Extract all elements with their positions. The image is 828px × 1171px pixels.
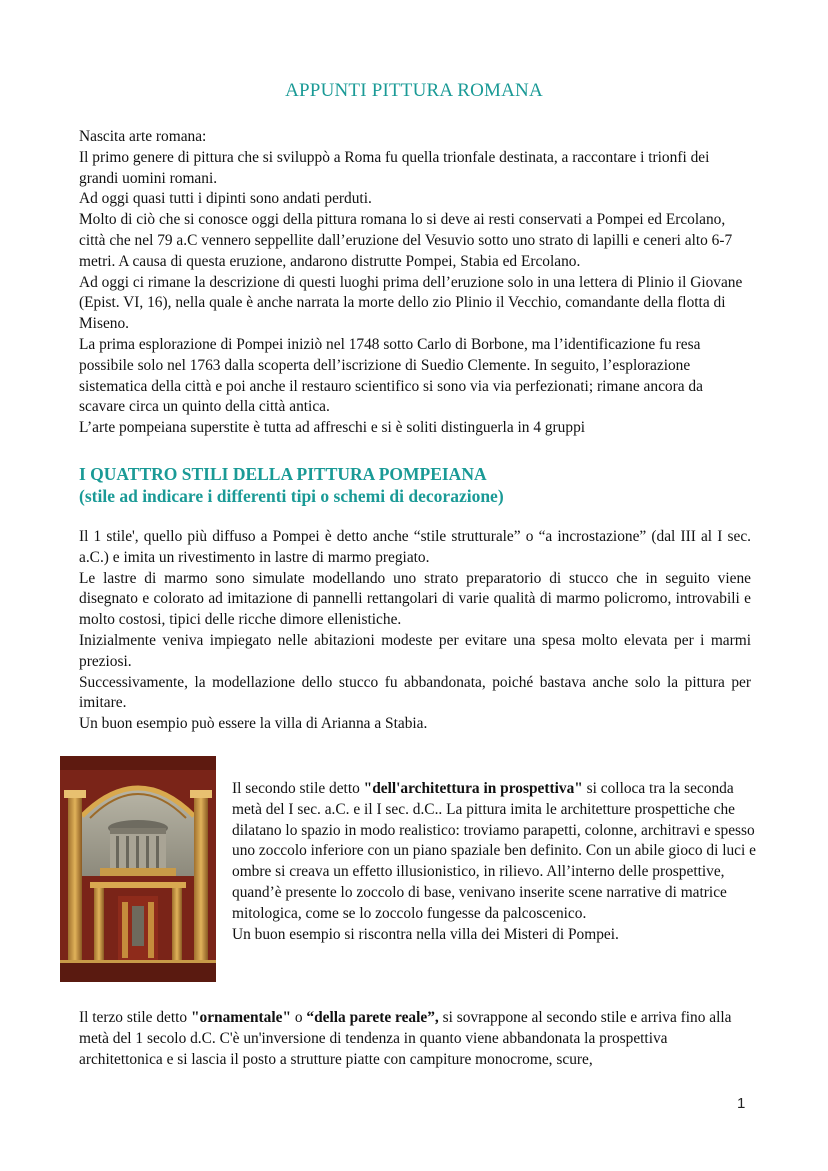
first-style-paragraph: Inizialmente veniva impiegato nelle abitazioni modeste per evitare una spesa molto elevata per i marmi preziosi. bbox=[79, 631, 751, 670]
fresco-illustration bbox=[60, 756, 216, 982]
third-style-section bbox=[79, 1008, 751, 1070]
third-style-intro: Il terzo stile detto bbox=[79, 1009, 191, 1026]
section-heading-title: I QUATTRO STILI DELLA PITTURA POMPEIANA bbox=[79, 464, 487, 484]
second-style-name: "dell'architettura in prospettiva" bbox=[363, 780, 583, 797]
intro-paragraph: Nascita arte romana: bbox=[79, 128, 207, 145]
third-style-body: si sovrappone al secondo stile e arriva fino alla metà del 1 secolo d.C. C'è un'inversione di tendenza in quanto viene abbandonata la prospettiva architettonica e si lascia il posto a strutture piatte con campiture monocrome, scure, bbox=[79, 1009, 732, 1068]
page-title: APPUNTI PITTURA ROMANA bbox=[285, 80, 543, 101]
intro-paragraph: Ad oggi ci rimane la descrizione di questi luoghi prima dell’eruzione solo in una lettera di Plinio il Giovane (Epist. VI, 16), nella quale è anche narrata la morte dello zio Plinio il Vecchio, comandante della flotta di Miseno. bbox=[79, 273, 743, 333]
intro-section bbox=[79, 127, 751, 439]
second-style-section bbox=[232, 779, 762, 945]
first-style-paragraph: Un buon esempio può essere la villa di Arianna a Stabia. bbox=[79, 715, 428, 733]
third-style-alt-name: “della parete reale”, bbox=[306, 1009, 439, 1026]
page-number: 1 bbox=[737, 1095, 746, 1112]
first-style-paragraph: Le lastre di marmo sono simulate modellando uno strato preparatorio di stucco che in seguito viene disegnato e colorato ad imitazione di pannelli rettangolari di varie qualità di marmo policromo, introvabili e molto costosi, tipici delle ricche dimore ellenistiche. bbox=[79, 569, 751, 629]
first-style-paragraph: Successivamente, la modellazione dello stucco fu abbandonata, poiché bastava anche solo la pittura per imitare. bbox=[79, 673, 751, 712]
fresco-image bbox=[60, 756, 216, 982]
intro-paragraph: Molto di ciò che si conosce oggi della pittura romana lo si deve ai resti conservati a Pompei ed Ercolano, città che nel 79 a.C vennero seppellite dall’eruzione del Vesuvio sotto uno strato di lapilli e ceneri alto 6-7 metri. A causa di questa eruzione, andarono distrutte Pompei, Stabia ed Ercolano. bbox=[79, 211, 733, 270]
second-style-body: si colloca tra la seconda metà del I sec. a.C. e il I sec. d.C.. La pittura imita le architetture prospettiche che dilatano lo spazio in modo realistico: troviamo parapetti, colonne, architravi e spesso uno zoccolo inferiore con un piano spaziale ben definito. Con un abile gioco di luci e ombre si creava un effetto illusionistico, in rilievo. All’interno delle prospettive, quand’è presente lo zoccolo di base, venivano inserite scene narrative di matrice mitologica, come se lo zoccolo fungesse da palcoscenico. bbox=[232, 780, 756, 922]
third-style-name: "ornamentale" bbox=[190, 1009, 291, 1026]
second-style-example: Un buon esempio si riscontra nella villa dei Misteri di Pompei. bbox=[232, 925, 619, 943]
intro-paragraph: La prima esplorazione di Pompei iniziò nel 1748 sotto Carlo di Borbone, ma l’identificazione fu resa possibile solo nel 1763 dalla scoperta dell’iscrizione di Suedio Clemente. In seguito, l’esplorazione sistematica della città e poi anche il restauro scientifico si sono via via perfezionati; rimane ancora da scavare circa un quinto della città antica. bbox=[79, 335, 703, 416]
second-style-paragraph bbox=[232, 779, 762, 925]
second-style-intro: Il secondo stile detto bbox=[232, 780, 364, 797]
third-style-connector: o bbox=[291, 1009, 307, 1026]
intro-paragraph: L’arte pompeiana superstite è tutta ad affreschi e si è soliti distinguerla in 4 gruppi bbox=[79, 419, 586, 437]
intro-paragraph: Ad oggi quasi tutti i dipinti sono andati perduti. bbox=[79, 190, 372, 208]
section-heading bbox=[79, 463, 759, 507]
first-style-section bbox=[79, 527, 751, 735]
third-style-paragraph bbox=[79, 1008, 751, 1070]
section-heading-subtitle: (stile ad indicare i differenti tipi o schemi di decorazione) bbox=[79, 486, 504, 506]
intro-paragraph: Il primo genere di pittura che si sviluppò a Roma fu quella trionfale destinata, a raccontare i trionfi dei grandi uomini romani. bbox=[79, 148, 710, 187]
first-style-paragraph: Il 1 stile', quello più diffuso a Pompei è detto anche “stile strutturale” o “a incrostazione” (dal III al I sec. a.C.) e imita un rivestimento in lastre di marmo pregiato. bbox=[79, 528, 751, 566]
